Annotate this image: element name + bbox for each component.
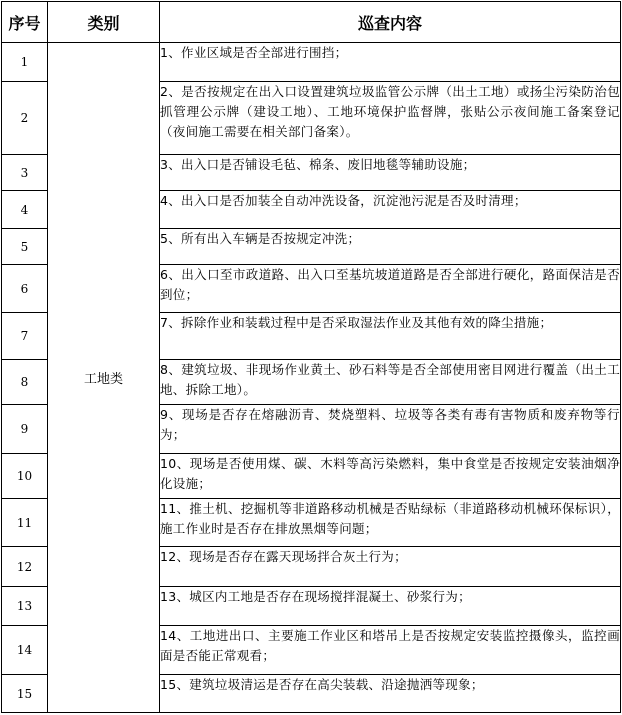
row-number: 4: [2, 191, 48, 229]
header-category: 类别: [48, 2, 160, 43]
row-content: 8、建筑垃圾、非现场作业黄土、砂石料等是否全部使用密目网进行覆盖（出土工地、拆除工地）。: [160, 360, 621, 405]
row-number: 6: [2, 265, 48, 313]
row-content: 7、拆除作业和装载过程中是否采取湿法作业及其他有效的降尘措施；: [160, 313, 621, 360]
table-header-row: [2, 2, 621, 43]
row-number: 1: [2, 43, 48, 82]
row-content: 12、现场是否存在露天现场拌合灰土行为；: [160, 547, 621, 587]
table-row: [2, 43, 621, 82]
header-serial-number: 序号: [2, 2, 48, 43]
row-number: 10: [2, 454, 48, 499]
row-number: 14: [2, 626, 48, 675]
row-number: 7: [2, 313, 48, 360]
row-number: 5: [2, 229, 48, 265]
row-content: 4、出入口是否加装全自动冲洗设备，沉淀池污泥是否及时清理；: [160, 191, 621, 229]
row-number: 3: [2, 155, 48, 191]
row-number: 12: [2, 547, 48, 587]
category-cell: 工地类: [48, 43, 160, 713]
row-content: 14、工地进出口、主要施工作业区和塔吊上是否按规定安装监控摄像头，监控画面是否能正常观看；: [160, 626, 621, 675]
row-number: 15: [2, 675, 48, 713]
row-number: 2: [2, 82, 48, 155]
row-content: 2、是否按规定在出入口设置建筑垃圾监管公示牌（出土工地）或扬尘污染防治包抓管理公示牌（建设工地）、工地环境保护监督牌，张贴公示夜间施工备案登记（夜间施工需要在相关部门备案）。: [160, 82, 621, 155]
row-number: 13: [2, 587, 48, 626]
row-content: 9、现场是否存在熔融沥青、焚烧塑料、垃圾等各类有毒有害物质和废弃物等行为；: [160, 405, 621, 454]
inspection-table: [1, 1, 621, 713]
row-number: 11: [2, 499, 48, 547]
row-number: 9: [2, 405, 48, 454]
header-inspection-content: 巡查内容: [160, 2, 621, 43]
row-number: 8: [2, 360, 48, 405]
row-content: 11、推土机、挖掘机等非道路移动机械是否贴绿标（非道路移动机械环保标识），施工作业时是否存在排放黑烟等问题；: [160, 499, 621, 547]
row-content: 1、作业区域是否全部进行围挡；: [160, 43, 621, 82]
row-content: 13、城区内工地是否存在现场搅拌混凝土、砂浆行为；: [160, 587, 621, 626]
row-content: 10、现场是否使用煤、碳、木料等高污染燃料，集中食堂是否按规定安装油烟净化设施；: [160, 454, 621, 499]
row-content: 6、出入口至市政道路、出入口至基坑坡道道路是否全部进行硬化，路面保洁是否到位；: [160, 265, 621, 313]
row-content: 3、出入口是否铺设毛毡、棉条、废旧地毯等辅助设施；: [160, 155, 621, 191]
row-content: 15、建筑垃圾清运是否存在高尖装载、沿途抛洒等现象；: [160, 675, 621, 713]
row-content: 5、所有出入车辆是否按规定冲洗；: [160, 229, 621, 265]
